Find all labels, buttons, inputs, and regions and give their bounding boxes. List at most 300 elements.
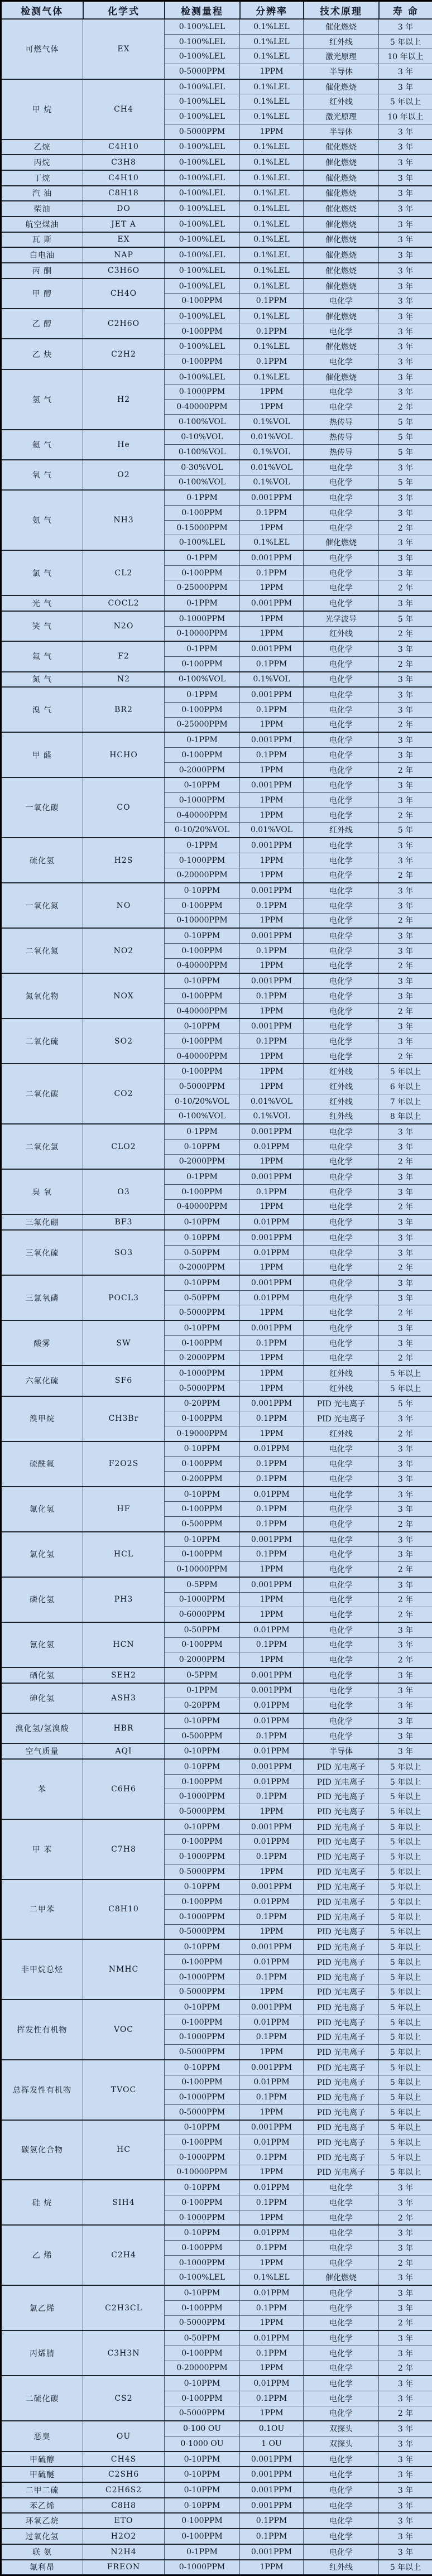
column-header: 寿 命 bbox=[379, 1, 432, 20]
principle-cell: 电化学 bbox=[304, 1214, 379, 1230]
life-cell: 2 年 bbox=[379, 717, 432, 732]
resolution-cell: 1PPM bbox=[240, 1924, 304, 1939]
range-cell: 0-10PPM bbox=[165, 2285, 240, 2300]
resolution-cell: 0.1PPM bbox=[240, 943, 304, 958]
formula-cell: O2 bbox=[83, 460, 165, 490]
gas-name-cell: 氟利昂 bbox=[1, 2560, 83, 2575]
table-row bbox=[1, 2482, 432, 2498]
range-cell: 0-40000PPM bbox=[165, 958, 240, 973]
resolution-cell: 0.001PPM bbox=[240, 2467, 304, 2482]
principle-cell: 半导体 bbox=[304, 124, 379, 139]
resolution-cell: 0.1%VOL bbox=[240, 1109, 304, 1124]
resolution-cell: 1PPM bbox=[240, 808, 304, 823]
table-row bbox=[1, 1214, 432, 1230]
principle-cell: 红外线 bbox=[304, 1079, 379, 1094]
range-cell: 0-100%LEL bbox=[165, 49, 240, 64]
range-cell: 0-10PPM bbox=[165, 883, 240, 898]
gas-name-cell: 过氧化氢 bbox=[1, 2529, 83, 2544]
principle-cell: 热传导 bbox=[304, 430, 379, 445]
formula-cell: CO2 bbox=[83, 1064, 165, 1124]
range-cell: 0-100PPM bbox=[165, 1834, 240, 1849]
principle-cell: 电化学 bbox=[304, 1637, 379, 1652]
header-row bbox=[1, 1, 432, 20]
life-cell: 3 年 bbox=[379, 1335, 432, 1351]
range-cell: 0-100PPM bbox=[165, 1457, 240, 1472]
table-row bbox=[1, 79, 432, 94]
life-cell: 3 年 bbox=[379, 793, 432, 808]
principle-cell: 红外线 bbox=[304, 94, 379, 109]
life-cell: 5 年以上 bbox=[379, 34, 432, 49]
range-cell: 0-100PPM bbox=[165, 2391, 240, 2406]
formula-cell: NMHC bbox=[83, 1939, 165, 2000]
resolution-cell: 0.1PPM bbox=[240, 989, 304, 1004]
range-cell: 0-1000PPM bbox=[165, 2255, 240, 2270]
range-cell: 0-10PPM bbox=[165, 1487, 240, 1502]
range-cell: 0-100PPM bbox=[165, 1637, 240, 1652]
gas-name-cell: 溴化氢/氢溴酸 bbox=[1, 1713, 83, 1743]
table-row bbox=[1, 2060, 432, 2075]
principle-cell: 电化学 bbox=[304, 2255, 379, 2270]
range-cell: 0-19000PPM bbox=[165, 1426, 240, 1441]
resolution-cell: 1PPM bbox=[240, 64, 304, 79]
resolution-cell: 0.01PPM bbox=[240, 1245, 304, 1260]
resolution-cell: 0.01PPM bbox=[240, 1834, 304, 1849]
resolution-cell: 0.01PPM bbox=[240, 2135, 304, 2150]
resolution-cell: 0.1%LEL bbox=[240, 79, 304, 94]
life-cell: 5 年 bbox=[379, 445, 432, 460]
gas-name-cell: 一氧化碳 bbox=[1, 777, 83, 838]
formula-cell: C4H10 bbox=[83, 170, 165, 186]
resolution-cell: 0.1OU bbox=[240, 2421, 304, 2436]
resolution-cell: 0.001PPM bbox=[240, 550, 304, 565]
principle-cell: PID 光电离子 bbox=[304, 1909, 379, 1924]
life-cell: 7 年以上 bbox=[379, 1094, 432, 1109]
principle-cell: PID 光电离子 bbox=[304, 1969, 379, 1984]
life-cell: 3 年 bbox=[379, 1245, 432, 1260]
range-cell: 0-100PPM bbox=[165, 1335, 240, 1351]
table-row bbox=[1, 1683, 432, 1698]
gas-name-cell: 丙烷 bbox=[1, 155, 83, 170]
principle-cell: 电化学 bbox=[304, 1260, 379, 1275]
table-row bbox=[1, 1275, 432, 1290]
table-row bbox=[1, 1396, 432, 1411]
range-cell: 0-5000PPM bbox=[165, 2315, 240, 2330]
formula-cell: NO2 bbox=[83, 928, 165, 973]
principle-cell: 电化学 bbox=[304, 898, 379, 913]
life-cell: 5 年 bbox=[379, 430, 432, 445]
table-row bbox=[1, 247, 432, 263]
formula-cell: TVOC bbox=[83, 2060, 165, 2120]
range-cell: 0-100PPM bbox=[165, 1034, 240, 1049]
resolution-cell: 0.1PPM bbox=[240, 1547, 304, 1562]
range-cell: 0-6000PPM bbox=[165, 1607, 240, 1622]
range-cell: 0-10PPM bbox=[165, 1441, 240, 1457]
range-cell: 0-200PPM bbox=[165, 1472, 240, 1487]
life-cell: 5 年以上 bbox=[379, 1880, 432, 1895]
range-cell: 0-100%LEL bbox=[165, 535, 240, 550]
life-cell: 5 年以上 bbox=[379, 1064, 432, 1079]
principle-cell: PID 光电离子 bbox=[304, 1895, 379, 1910]
range-cell: 0-1000PPM bbox=[165, 2090, 240, 2105]
principle-cell: 电化学 bbox=[304, 580, 379, 595]
table-row bbox=[1, 490, 432, 505]
range-cell: 0-100PPM bbox=[165, 748, 240, 763]
resolution-cell: 0.1PPM bbox=[240, 702, 304, 717]
life-cell: 3 年 bbox=[379, 1472, 432, 1487]
formula-cell: C8H8 bbox=[83, 2498, 165, 2513]
resolution-cell: 0.1%LEL bbox=[240, 535, 304, 550]
table-row bbox=[1, 1743, 432, 1759]
life-cell: 3 年 bbox=[379, 1441, 432, 1457]
table-row bbox=[1, 2180, 432, 2195]
gas-name-cell: 可燃气体 bbox=[1, 19, 83, 79]
resolution-cell: 0.1%VOL bbox=[240, 445, 304, 460]
range-cell: 0-10PPM bbox=[165, 2482, 240, 2498]
principle-cell: 电化学 bbox=[304, 1667, 379, 1683]
life-cell: 2 年 bbox=[379, 2210, 432, 2225]
range-cell: 0-1PPM bbox=[165, 687, 240, 702]
resolution-cell: 0.001PPM bbox=[240, 1939, 304, 1954]
principle-cell: 热传导 bbox=[304, 445, 379, 460]
life-cell: 5 年以上 bbox=[379, 1924, 432, 1939]
principle-cell: 催化燃烧 bbox=[304, 155, 379, 170]
range-cell: 0-2000PPM bbox=[165, 1260, 240, 1275]
formula-cell: DO bbox=[83, 201, 165, 217]
resolution-cell: 1PPM bbox=[240, 2361, 304, 2376]
principle-cell: 电化学 bbox=[304, 1169, 379, 1184]
gas-name-cell: 乙 烯 bbox=[1, 2225, 83, 2285]
table-row bbox=[1, 170, 432, 186]
gas-name-cell: 丙 酮 bbox=[1, 263, 83, 278]
resolution-cell: 0.001PPM bbox=[240, 732, 304, 747]
principle-cell: 电化学 bbox=[304, 1245, 379, 1260]
life-cell: 5 年以上 bbox=[379, 1789, 432, 1804]
life-cell: 3 年 bbox=[379, 201, 432, 217]
life-cell: 5 年以上 bbox=[379, 1834, 432, 1849]
resolution-cell: 1PPM bbox=[240, 868, 304, 883]
table-row bbox=[1, 1441, 432, 1457]
range-cell: 0-100%LEL bbox=[165, 34, 240, 49]
table-row bbox=[1, 1880, 432, 1895]
column-header: 化学式 bbox=[83, 1, 165, 20]
resolution-cell: 0.1%LEL bbox=[240, 109, 304, 124]
resolution-cell: 0.01PPM bbox=[240, 2180, 304, 2195]
resolution-cell: 0.001PPM bbox=[240, 1759, 304, 1774]
principle-cell: 热传导 bbox=[304, 414, 379, 429]
range-cell: 0-100%LEL bbox=[165, 186, 240, 201]
range-cell: 0-1000PPM bbox=[165, 1849, 240, 1864]
resolution-cell: 0.001PPM bbox=[240, 687, 304, 702]
life-cell: 2 年 bbox=[379, 2255, 432, 2270]
range-cell: 0-100PPM bbox=[165, 2300, 240, 2315]
gas-name-cell: 挥发性有机物 bbox=[1, 2000, 83, 2060]
resolution-cell: 1PPM bbox=[240, 1864, 304, 1879]
range-cell: 0-2000PPM bbox=[165, 1154, 240, 1169]
range-cell: 0-10PPM bbox=[165, 2498, 240, 2513]
table-row bbox=[1, 973, 432, 988]
gas-name-cell: 柴油 bbox=[1, 201, 83, 217]
life-cell: 3 年 bbox=[379, 2482, 432, 2498]
range-cell: 0-10PPM bbox=[165, 2120, 240, 2135]
life-cell: 2 年 bbox=[379, 1607, 432, 1622]
resolution-cell: 0.01%VOL bbox=[240, 430, 304, 445]
life-cell: 3 年 bbox=[379, 1290, 432, 1305]
principle-cell: 电化学 bbox=[304, 520, 379, 535]
life-cell: 3 年 bbox=[379, 943, 432, 958]
gas-name-cell: 酸雾 bbox=[1, 1320, 83, 1366]
life-cell: 3 年 bbox=[379, 2241, 432, 2256]
range-cell: 0-100%LEL bbox=[165, 170, 240, 186]
principle-cell: 电化学 bbox=[304, 1124, 379, 1139]
life-cell: 5 年以上 bbox=[379, 2045, 432, 2060]
life-cell: 5 年以上 bbox=[379, 2015, 432, 2030]
table-row bbox=[1, 2513, 432, 2529]
gas-name-cell: 硅 烷 bbox=[1, 2180, 83, 2225]
principle-cell: PID 光电离子 bbox=[304, 2030, 379, 2045]
gas-name-cell: 硫酰氟 bbox=[1, 1441, 83, 1487]
gas-name-cell: 氮 气 bbox=[1, 672, 83, 688]
principle-cell: PID 光电离子 bbox=[304, 1880, 379, 1895]
life-cell: 2 年 bbox=[379, 958, 432, 973]
resolution-cell: 0.01PPM bbox=[240, 2015, 304, 2030]
range-cell: 0-5000PPM bbox=[165, 1804, 240, 1819]
table-row bbox=[1, 2467, 432, 2482]
life-cell: 5 年以上 bbox=[379, 94, 432, 109]
principle-cell: 电化学 bbox=[304, 354, 379, 369]
principle-cell: 激光原理 bbox=[304, 49, 379, 64]
resolution-cell: 1PPM bbox=[240, 1260, 304, 1275]
resolution-cell: 0.001PPM bbox=[240, 2000, 304, 2015]
principle-cell: 电化学 bbox=[304, 2346, 379, 2361]
resolution-cell: 0.1%VOL bbox=[240, 672, 304, 688]
principle-cell: 电化学 bbox=[304, 2529, 379, 2544]
formula-cell: C3H8 bbox=[83, 155, 165, 170]
resolution-cell: 1PPM bbox=[240, 385, 304, 400]
life-cell: 5 年以上 bbox=[379, 1864, 432, 1879]
range-cell: 0-10PPM bbox=[165, 1320, 240, 1335]
principle-cell: 电化学 bbox=[304, 702, 379, 717]
resolution-cell: 1PPM bbox=[240, 717, 304, 732]
range-cell: 0-10PPM bbox=[165, 1880, 240, 1895]
life-cell: 3 年 bbox=[379, 748, 432, 763]
life-cell: 2 年 bbox=[379, 1562, 432, 1577]
table-row bbox=[1, 186, 432, 201]
gas-name-cell: 瓦 斯 bbox=[1, 232, 83, 248]
range-cell: 0-10PPM bbox=[165, 1214, 240, 1230]
table-row bbox=[1, 2376, 432, 2391]
principle-cell: PID 光电离子 bbox=[304, 2090, 379, 2105]
resolution-cell: 0.01%VOL bbox=[240, 460, 304, 475]
formula-cell: N2O bbox=[83, 611, 165, 641]
resolution-cell: 1PPM bbox=[240, 762, 304, 777]
range-cell: 0-1PPM bbox=[165, 838, 240, 853]
range-cell: 0-10PPM bbox=[165, 1018, 240, 1034]
resolution-cell: 1PPM bbox=[240, 1426, 304, 1441]
table-row bbox=[1, 217, 432, 232]
table-row bbox=[1, 595, 432, 611]
table-row bbox=[1, 201, 432, 217]
gas-name-cell: 溴甲烷 bbox=[1, 1396, 83, 1441]
gas-name-cell: 航空煤油 bbox=[1, 217, 83, 232]
range-cell: 0-100PPM bbox=[165, 2015, 240, 2030]
principle-cell: 电化学 bbox=[304, 1652, 379, 1667]
resolution-cell: 0.1%LEL bbox=[240, 278, 304, 294]
formula-cell: POCL3 bbox=[83, 1275, 165, 1320]
formula-cell: O3 bbox=[83, 1169, 165, 1214]
range-cell: 0-25000PPM bbox=[165, 717, 240, 732]
table-row bbox=[1, 369, 432, 385]
principle-cell: 电化学 bbox=[304, 777, 379, 792]
principle-cell: PID 光电离子 bbox=[304, 1774, 379, 1789]
range-cell: 0-1000PPM bbox=[165, 793, 240, 808]
principle-cell: 半导体 bbox=[304, 1743, 379, 1759]
table-row bbox=[1, 550, 432, 565]
range-cell: 0-100%LEL bbox=[165, 201, 240, 217]
life-cell: 2 年 bbox=[379, 656, 432, 671]
resolution-cell: 0.01%VOL bbox=[240, 823, 304, 838]
range-cell: 0-1PPM bbox=[165, 2544, 240, 2560]
resolution-cell: 0.1PPM bbox=[240, 1457, 304, 1472]
resolution-cell: 1PPM bbox=[240, 2165, 304, 2180]
table-row bbox=[1, 232, 432, 248]
principle-cell: 催化燃烧 bbox=[304, 170, 379, 186]
table-row bbox=[1, 2421, 432, 2436]
gas-name-cell: 氯 气 bbox=[1, 550, 83, 595]
life-cell: 2 年 bbox=[379, 1305, 432, 1320]
formula-cell: C2H6S2 bbox=[83, 2482, 165, 2498]
principle-cell: 催化燃烧 bbox=[304, 369, 379, 385]
resolution-cell: 0.01PPM bbox=[240, 2376, 304, 2391]
resolution-cell: 0.1PPM bbox=[240, 2241, 304, 2256]
table-row bbox=[1, 1759, 432, 1774]
life-cell: 5 年 bbox=[379, 823, 432, 838]
range-cell: 0-50PPM bbox=[165, 1290, 240, 1305]
range-cell: 0-100PPM bbox=[165, 989, 240, 1004]
gas-name-cell: 二氧化氯 bbox=[1, 1124, 83, 1169]
resolution-cell: 0.001PPM bbox=[240, 777, 304, 792]
formula-cell: HC bbox=[83, 2120, 165, 2180]
principle-cell: 电化学 bbox=[304, 748, 379, 763]
life-cell: 5 年以上 bbox=[379, 2000, 432, 2015]
principle-cell: 催化燃烧 bbox=[304, 535, 379, 550]
range-cell: 0-100PPM bbox=[165, 1411, 240, 1426]
principle-cell: 催化燃烧 bbox=[304, 201, 379, 217]
resolution-cell: 0.01PPM bbox=[240, 1774, 304, 1789]
resolution-cell: 1PPM bbox=[240, 1607, 304, 1622]
resolution-cell: 1PPM bbox=[240, 1984, 304, 2000]
life-cell: 2 年 bbox=[379, 2406, 432, 2421]
life-cell: 3 年 bbox=[379, 354, 432, 369]
range-cell: 0-10PPM bbox=[165, 973, 240, 988]
gas-name-cell: 恶臭 bbox=[1, 2421, 83, 2451]
life-cell: 2 年 bbox=[379, 808, 432, 823]
resolution-cell: 0.1PPM bbox=[240, 1472, 304, 1487]
resolution-cell: 0.1%LEL bbox=[240, 155, 304, 170]
resolution-cell: 0.1%LEL bbox=[240, 94, 304, 109]
formula-cell: NH3 bbox=[83, 490, 165, 550]
resolution-cell: 1PPM bbox=[240, 1079, 304, 1094]
life-cell: 3 年 bbox=[379, 898, 432, 913]
gas-name-cell: 甲 烷 bbox=[1, 79, 83, 140]
table-row bbox=[1, 140, 432, 155]
principle-cell: 电化学 bbox=[304, 1577, 379, 1592]
principle-cell: 电化学 bbox=[304, 1472, 379, 1487]
life-cell: 2 年 bbox=[379, 868, 432, 883]
gas-name-cell: 氢 气 bbox=[1, 369, 83, 430]
formula-cell: C8H10 bbox=[83, 1880, 165, 1940]
principle-cell: 电化学 bbox=[304, 2210, 379, 2225]
life-cell: 5 年以上 bbox=[379, 1984, 432, 2000]
formula-cell: AQI bbox=[83, 1743, 165, 1759]
principle-cell: 电化学 bbox=[304, 717, 379, 732]
principle-cell: 电化学 bbox=[304, 2391, 379, 2406]
principle-cell: 电化学 bbox=[304, 490, 379, 505]
resolution-cell: 1PPM bbox=[240, 1154, 304, 1169]
table-row bbox=[1, 1230, 432, 1245]
range-cell: 0-40000PPM bbox=[165, 1003, 240, 1018]
resolution-cell: 1PPM bbox=[240, 1366, 304, 1381]
formula-cell: SW bbox=[83, 1320, 165, 1366]
range-cell: 0-1000PPM bbox=[165, 1789, 240, 1804]
principle-cell: 电化学 bbox=[304, 2376, 379, 2391]
life-cell: 5 年以上 bbox=[379, 1366, 432, 1381]
resolution-cell: 0.01PPM bbox=[240, 1214, 304, 1230]
resolution-cell: 0.01PPM bbox=[240, 1698, 304, 1713]
formula-cell: ASH3 bbox=[83, 1683, 165, 1713]
formula-cell: BR2 bbox=[83, 687, 165, 732]
life-cell: 3 年 bbox=[379, 1547, 432, 1562]
resolution-cell: 0.001PPM bbox=[240, 1018, 304, 1034]
gas-name-cell: 六氟化硫 bbox=[1, 1366, 83, 1396]
principle-cell: 电化学 bbox=[304, 943, 379, 958]
range-cell: 0-100PPM bbox=[165, 1774, 240, 1789]
gas-name-cell: 二氧化硫 bbox=[1, 1018, 83, 1064]
formula-cell: FREON bbox=[83, 2560, 165, 2575]
life-cell: 5 年以上 bbox=[379, 1955, 432, 1970]
principle-cell: 催化燃烧 bbox=[304, 278, 379, 294]
range-cell: 0-100%LEL bbox=[165, 2270, 240, 2285]
life-cell: 3 年 bbox=[379, 1728, 432, 1743]
life-cell: 3 年 bbox=[379, 2376, 432, 2391]
resolution-cell: 0.001PPM bbox=[240, 2060, 304, 2075]
principle-cell: 电化学 bbox=[304, 506, 379, 521]
life-cell: 2 年 bbox=[379, 626, 432, 641]
resolution-cell: 0.1%LEL bbox=[240, 34, 304, 49]
life-cell: 3 年 bbox=[379, 170, 432, 186]
principle-cell: 电化学 bbox=[304, 2225, 379, 2240]
formula-cell: CH3Br bbox=[83, 1396, 165, 1441]
resolution-cell: 0.1PPM bbox=[240, 324, 304, 339]
resolution-cell: 0.01PPM bbox=[240, 1955, 304, 1970]
gas-name-cell: 氨 气 bbox=[1, 490, 83, 550]
life-cell: 3 年 bbox=[379, 989, 432, 1004]
table-row bbox=[1, 1064, 432, 1079]
range-cell: 0-500PPM bbox=[165, 1728, 240, 1743]
resolution-cell: 0.1PPM bbox=[240, 294, 304, 309]
resolution-cell: 0.1PPM bbox=[240, 656, 304, 671]
range-cell: 0-10000PPM bbox=[165, 626, 240, 641]
life-cell: 5 年以上 bbox=[379, 1909, 432, 1924]
range-cell: 0-50PPM bbox=[165, 1622, 240, 1637]
range-cell: 0-100%LEL bbox=[165, 232, 240, 248]
principle-cell: 电化学 bbox=[304, 1502, 379, 1517]
range-cell: 0-100%VOL bbox=[165, 1109, 240, 1124]
life-cell: 3 年 bbox=[379, 2180, 432, 2195]
principle-cell: 电化学 bbox=[304, 2241, 379, 2256]
principle-cell: PID 光电离子 bbox=[304, 1955, 379, 1970]
resolution-cell: 0.1PPM bbox=[240, 1335, 304, 1351]
resolution-cell: 0.1%LEL bbox=[240, 263, 304, 278]
